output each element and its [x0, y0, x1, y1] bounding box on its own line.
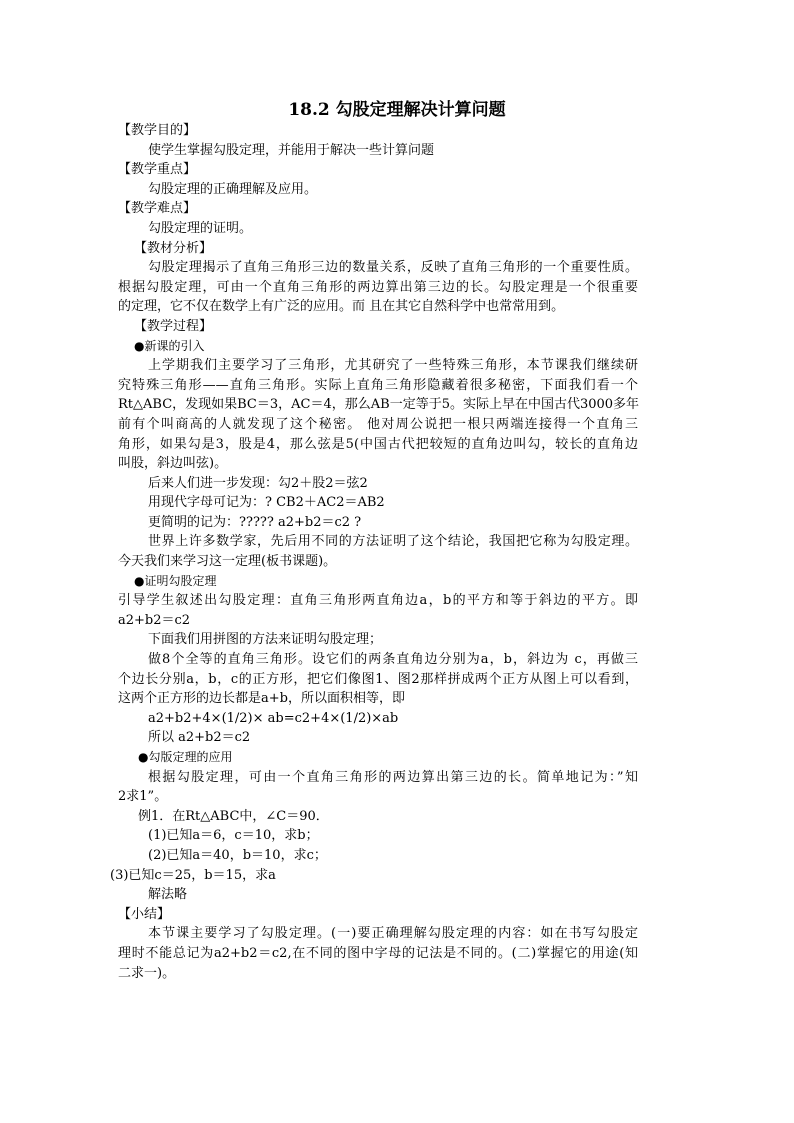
formula-line: a2+b2+4×(1/2)× ab=c2+4×(1/2)×ab	[148, 710, 399, 726]
document-body	[110, 121, 640, 983]
paragraph-line: 二求一)。	[118, 965, 176, 981]
section-heading-objective: 【教学目的】	[118, 123, 197, 138]
section-heading-key-point: 【教学重点】	[118, 162, 197, 178]
bullet-heading-application: ●勾版定理的应用	[138, 750, 233, 764]
paragraph-line: 使学生掌握勾股定理，并能用于解决一些计算问题	[148, 142, 435, 158]
paragraph-line: 上学期我们主要学习了三角形，尤其研究了一些特殊三角形，本节课我们继续研	[148, 358, 638, 374]
paragraph-line: 的定理，它不仅在数学上有广泛的应用。而 且在其它自然科学中也常常用到。	[118, 299, 565, 315]
paragraph-line: 根据勾股定理，可由一个直角三角形的两边算出第三边的长。简单地记为：”知	[148, 769, 638, 785]
paragraph-line: 今天我们来学习这一定理(板书课题)。	[118, 554, 337, 570]
formula-line: 用现代字母可记为：? CB2＋AC2＝AB2	[148, 495, 385, 511]
section-heading-difficulty: 【教学难点】	[118, 201, 197, 217]
paragraph-line: 下面我们用拼图的方法来证明勾股定理；	[148, 632, 383, 648]
formula-line: 更简明的记为：????? a2+b2＝c2 ?	[148, 514, 362, 530]
paragraph-line: Rt△ABC，发现如果BC＝3，AC＝4，那么AB一定等于5。实际上早在中国古代3000多年	[118, 397, 640, 413]
paragraph-line: 前有个叫商高的人就发现了这个秘密。 他对周公说把一根只两端连接得一个直角三	[118, 416, 638, 432]
paragraph-line: 2求1”。	[118, 789, 168, 805]
paragraph-line: 勾股定理的正确理解及应用。	[148, 181, 318, 197]
section-heading-summary: 【小结】	[118, 906, 171, 922]
paragraph-line: 这两个正方形的边长都是a+b，所以面积相等，即	[118, 691, 405, 707]
paragraph-line: 个边长分别a，b，c的正方形，把它们像图1、图2那样拼成两个正方从图上可以看到，	[118, 671, 638, 687]
page-title: 18.2 勾股定理解决计算问题	[288, 100, 506, 120]
formula-line: 所以 a2+b2＝c2	[148, 730, 251, 746]
paragraph-line: 引导学生叙述出勾股定理：直角三角形两直角边a，b的平方和等于斜边的平方。即	[118, 593, 638, 609]
section-heading-analysis: 【教材分析】	[134, 240, 213, 256]
example-line: (2)已知a＝40，b＝10，求c；	[148, 847, 327, 863]
paragraph-line: 究特殊三角形——直角三角形。实际上直角三角形隐藏着很多秘密，下面我们看一个	[118, 377, 638, 393]
example-line: 例1．在Rt△ABC中，∠C＝90．	[138, 808, 329, 824]
paragraph-line: 理时不能总记为a2+b2＝c2,在不同的图中字母的记法是不同的。(二)掌握它的用途(知	[118, 945, 638, 961]
bullet-heading-intro: ●新课的引入	[134, 338, 205, 353]
formula-line: a2+b2＝c2	[118, 612, 191, 628]
paragraph-line: 勾股定理的证明。	[148, 220, 253, 236]
paragraph-line: 本节课主要学习了勾股定理。(一)要正确理解勾股定理的内容：如在书写勾股定	[148, 926, 638, 942]
paragraph-line: 做8个全等的直角三角形。设它们的两条直角边分别为a，b，斜边为 c，再做三	[148, 652, 638, 668]
paragraph-line: 世界上许多数学家，先后用不同的方法证明了这个结论，我国把它称为勾股定理。	[148, 534, 638, 550]
example-line: (1)已知a＝6，c＝10，求b；	[148, 828, 319, 844]
bullet-heading-proof: ●证明勾股定理	[134, 573, 217, 588]
paragraph-line: 根据勾股定理，可由一个直角三角形的两边算出第三边的长。勾股定理是一个很重要	[118, 279, 638, 295]
paragraph-line: 叫股，斜边叫弦)。	[118, 456, 228, 472]
section-heading-process: 【教学过程】	[134, 318, 213, 334]
paragraph-line: 勾股定理揭示了直角三角形三边的数量关系，反映了直角三角形的一个重要性质。	[148, 260, 638, 276]
example-line: (3)已知c＝25，b＝15，求a	[110, 867, 276, 883]
paragraph-line: 角形，如果勾是3，股是4，那么弦是5(中国古代把较短的直角边叫勾，较长的直角边	[118, 436, 638, 452]
paragraph-line: 后来人们进一步发现：勾2＋股2＝弦2	[148, 475, 368, 491]
paragraph-line: 解法略	[148, 887, 188, 903]
